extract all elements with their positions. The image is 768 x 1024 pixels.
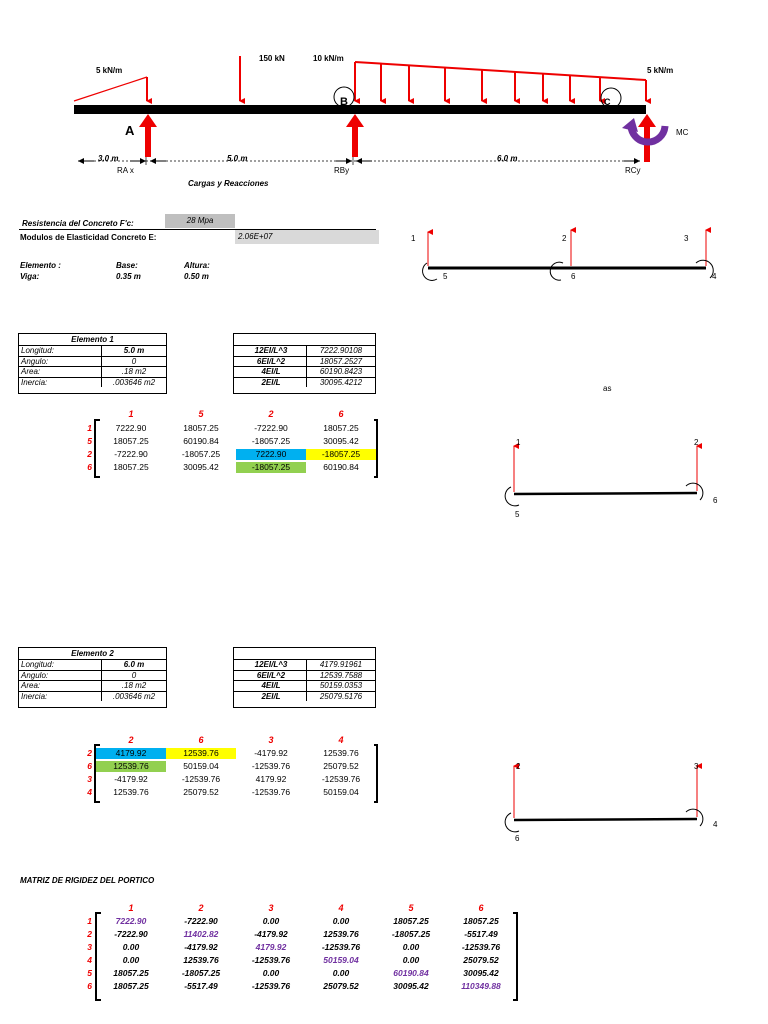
e2-row-idx: 6 — [87, 761, 92, 771]
g-cell: -18057.25 — [181, 968, 221, 978]
g-cell: -5517.49 — [184, 981, 218, 991]
g-cell: -18057.25 — [391, 929, 431, 939]
e1-title: Elemento 1 — [19, 334, 166, 346]
e2-coef-key: 12EI/L^3 — [234, 660, 307, 670]
e2-col-head: 6 — [198, 735, 204, 745]
g-col-head: 4 — [338, 903, 344, 913]
g-cell: 18057.25 — [393, 916, 429, 926]
as-label: as — [603, 384, 612, 393]
g-cell: 12539.76 — [183, 955, 219, 965]
frame-node-4: 4 — [712, 272, 717, 281]
frame-node-3: 3 — [684, 234, 689, 243]
load-point: 150 kN — [259, 54, 285, 63]
e2-cell: 4179.92 — [255, 774, 287, 784]
e1-col-head: 6 — [338, 409, 344, 419]
e2-coef-val: 12539.7588 — [319, 670, 363, 680]
e2-key: Longitud: — [19, 660, 102, 670]
e2-val: .003646 m2 — [112, 691, 156, 701]
g-col-head: 6 — [478, 903, 484, 913]
e1-cell: 30095.42 — [183, 462, 219, 472]
e2-cell: 25079.52 — [183, 787, 219, 797]
e1-node-a: 1 — [516, 438, 521, 447]
e2-col-head: 4 — [338, 735, 344, 745]
g-cell: 18057.25 — [113, 968, 149, 978]
g-cell: 25079.52 — [463, 955, 499, 965]
e2-coef-val: 50159.0353 — [319, 681, 363, 690]
e1-coef-key: 12EI/L^3 — [234, 346, 307, 356]
e2-props-box — [18, 647, 167, 708]
global-title: MATRIZ DE RIGIDEZ DEL PORTICO — [20, 876, 155, 885]
e1-cell: 7222.90 — [115, 423, 147, 433]
e2-col-head: 3 — [268, 735, 274, 745]
e2-cell: -4179.92 — [254, 748, 288, 758]
dim-3: 6.0 m — [497, 154, 518, 163]
e1-coef-val: 30095.4212 — [319, 377, 363, 387]
e2-cell-overlap: 12539.76 — [96, 761, 166, 772]
dist-load-arrows — [355, 62, 646, 101]
g-col-head: 2 — [198, 903, 204, 913]
e2-key: Area: — [19, 681, 102, 691]
frame-node-1: 1 — [411, 234, 416, 243]
e1-cell: 18057.25 — [323, 423, 359, 433]
e2-row-idx: 2 — [87, 748, 92, 758]
g-cell-diag: 50159.04 — [323, 955, 359, 965]
e1-cell: 18057.25 — [183, 423, 219, 433]
e1-col-head: 2 — [268, 409, 274, 419]
reaction-b — [346, 114, 364, 157]
e2-cell: -4179.92 — [114, 774, 148, 784]
e1-val: 5.0 m — [123, 346, 145, 355]
g-cell: 0.00 — [122, 955, 140, 965]
base-value: 0.35 m — [116, 272, 141, 281]
e1-cell: -18057.25 — [251, 436, 291, 446]
e2-key: Angulo: — [19, 671, 102, 681]
g-cell: -5517.49 — [464, 929, 498, 939]
e1-coef-key: 6EI/L^2 — [234, 357, 307, 367]
e2-row-idx: 3 — [87, 774, 92, 784]
e2-cell: 12539.76 — [113, 787, 149, 797]
e-label: Modulos de Elasticidad Concreto E: — [20, 233, 157, 242]
e1-coef-val: 60190.8423 — [319, 367, 363, 376]
e2-cell: 12539.76 — [323, 748, 359, 758]
load-w-mid: 10 kN/m — [313, 54, 344, 63]
e1-props-box — [18, 333, 167, 394]
e1-col-head: 5 — [198, 409, 204, 419]
e1-key: Area: — [19, 367, 102, 377]
g-cell: 12539.76 — [323, 929, 359, 939]
e2-node-c: 6 — [515, 834, 520, 843]
e1-row-idx: 2 — [87, 449, 92, 459]
g-cell: 0.00 — [332, 916, 350, 926]
e2-cell: 25079.52 — [323, 761, 359, 771]
e1-val: .003646 m2 — [112, 377, 156, 387]
g-cell-diag: 11402.82 — [183, 929, 219, 939]
e2-col-head: 2 — [128, 735, 134, 745]
altura-label: Altura: — [184, 261, 210, 270]
e2-val: 6.0 m — [123, 660, 145, 669]
e1-coef-val: 7222.90108 — [319, 346, 363, 355]
g-row-idx: 6 — [87, 981, 92, 991]
e1-node-b: 2 — [694, 438, 699, 447]
e2-cell-overlap: 12539.76 — [166, 748, 236, 759]
e2-row-idx: 4 — [87, 787, 92, 797]
g-row-idx: 3 — [87, 942, 92, 952]
e1-cell-overlap: -18057.25 — [306, 449, 376, 460]
e2-coef-key: 2EI/L — [234, 692, 307, 702]
e2-coef-val: 4179.91961 — [319, 660, 363, 669]
e2-coef-key: 4EI/L — [234, 681, 307, 691]
g-cell: 18057.25 — [113, 981, 149, 991]
g-cell: 0.00 — [122, 942, 140, 952]
e1-key: Inercia: — [19, 378, 102, 388]
beam-diagram — [0, 0, 768, 200]
e1-coef-key: 2EI/L — [234, 378, 307, 388]
reaction-by-label: RBy — [334, 166, 350, 175]
g-cell-diag: 60190.84 — [393, 968, 429, 978]
e-value: 2.06E+07 — [235, 230, 379, 244]
altura-value: 0.50 m — [184, 272, 209, 281]
base-label: Base: — [116, 261, 138, 270]
e2-cell: 50159.04 — [183, 761, 219, 771]
g-cell: -12539.76 — [461, 942, 501, 952]
e2-coef-val: 25079.5176 — [319, 691, 363, 701]
e2-cell: -12539.76 — [251, 787, 291, 797]
g-row-idx: 1 — [87, 916, 92, 926]
frame-node-2: 2 — [562, 234, 567, 243]
g-row-idx: 5 — [87, 968, 92, 978]
e2-val: .18 m2 — [121, 681, 147, 690]
g-cell-diag: 110349.88 — [461, 981, 501, 991]
e2-cell: 50159.04 — [323, 787, 359, 797]
e1-cell: 30095.42 — [323, 436, 359, 446]
e1-cell: -18057.25 — [181, 449, 221, 459]
dist-load-top — [355, 62, 646, 80]
dim-2: 5.0 m — [227, 154, 248, 163]
reaction-a — [139, 114, 157, 157]
e1-cell: -7222.90 — [254, 423, 288, 433]
g-cell-diag: 7222.90 — [115, 916, 147, 926]
e1-val: 0 — [131, 356, 137, 366]
load-w-left: 5 kN/m — [96, 66, 123, 75]
moment-label: MC — [676, 128, 689, 137]
e2-coef-key: 6EI/L^2 — [234, 671, 307, 681]
e1-coef-box — [233, 333, 376, 394]
e2-node-a: 2 — [516, 762, 521, 771]
e1-col-head: 1 — [128, 409, 134, 419]
g-cell: -7222.90 — [114, 929, 148, 939]
beam — [74, 105, 646, 114]
fc-value: 28 Mpa — [165, 214, 235, 228]
g-cell: -12539.76 — [321, 942, 361, 952]
e1-cell: 60190.84 — [183, 436, 219, 446]
frame-node-6: 6 — [571, 272, 576, 281]
g-row-idx: 2 — [87, 929, 92, 939]
e1-cell: 18057.25 — [113, 462, 149, 472]
g-cell: 0.00 — [332, 968, 350, 978]
g-col-head: 1 — [128, 903, 134, 913]
e2-cell: -12539.76 — [321, 774, 361, 784]
e1-coef-key: 4EI/L — [234, 367, 307, 377]
g-cell: 0.00 — [402, 942, 420, 952]
viga-label: Viga: — [20, 272, 40, 281]
g-cell: -7222.90 — [184, 916, 218, 926]
e2-cell: -12539.76 — [251, 761, 291, 771]
e2-node-d: 4 — [713, 820, 718, 829]
reaction-cy-label: RCy — [625, 166, 641, 175]
e2-title: Elemento 2 — [19, 648, 166, 660]
e2-cell-overlap: 4179.92 — [96, 748, 166, 759]
g-cell: 30095.42 — [463, 968, 499, 978]
e1-cell: 60190.84 — [323, 462, 359, 472]
e1-row-idx: 6 — [87, 462, 92, 472]
e2-val: 0 — [131, 670, 137, 680]
fc-label: Resistencia del Concreto F'c: — [22, 219, 134, 228]
g-cell: 30095.42 — [393, 981, 429, 991]
e2-key: Inercia: — [19, 692, 102, 702]
elemento-label: Elemento : — [20, 261, 61, 270]
g-cell: -12539.76 — [251, 981, 291, 991]
g-cell: -12539.76 — [251, 955, 291, 965]
g-cell: 0.00 — [262, 968, 280, 978]
e1-cell-overlap: 7222.90 — [236, 449, 306, 460]
g-cell: 0.00 — [402, 955, 420, 965]
g-cell: -4179.92 — [254, 929, 288, 939]
g-cell: 0.00 — [262, 916, 280, 926]
e1-key: Longitud: — [19, 346, 102, 356]
e1-cell-overlap: -18057.25 — [236, 462, 306, 473]
e1-row-idx: 5 — [87, 436, 92, 446]
e2-node-b: 3 — [694, 762, 699, 771]
g-col-head: 3 — [268, 903, 274, 913]
e1-node-c: 5 — [515, 510, 520, 519]
g-row-idx: 4 — [87, 955, 92, 965]
e2-cell: -12539.76 — [181, 774, 221, 784]
load-w-right: 5 kN/m — [647, 66, 674, 75]
reaction-ax-label: RA x — [117, 166, 134, 175]
g-col-head: 5 — [408, 903, 414, 913]
e2-coef-box — [233, 647, 376, 708]
diagram-caption: Cargas y Reacciones — [188, 179, 269, 188]
frame-node-5: 5 — [443, 272, 448, 281]
g-cell-diag: 4179.92 — [255, 942, 287, 952]
e1-key: Angulo: — [19, 357, 102, 367]
g-cell: 25079.52 — [323, 981, 359, 991]
g-cell: 18057.25 — [463, 916, 499, 926]
support-b-label: B — [340, 96, 348, 108]
e1-cell: 18057.25 — [113, 436, 149, 446]
dim-1: 3.0 m — [98, 154, 119, 163]
support-c-label: C — [604, 97, 611, 107]
support-a-label: A — [125, 123, 135, 138]
e1-node-d: 6 — [713, 496, 718, 505]
e1-row-idx: 1 — [87, 423, 92, 433]
e1-coef-val: 18057.2527 — [319, 356, 363, 366]
e1-cell: -7222.90 — [114, 449, 148, 459]
e1-val: .18 m2 — [121, 367, 147, 376]
left-load-line — [74, 77, 147, 101]
g-cell: -4179.92 — [184, 942, 218, 952]
